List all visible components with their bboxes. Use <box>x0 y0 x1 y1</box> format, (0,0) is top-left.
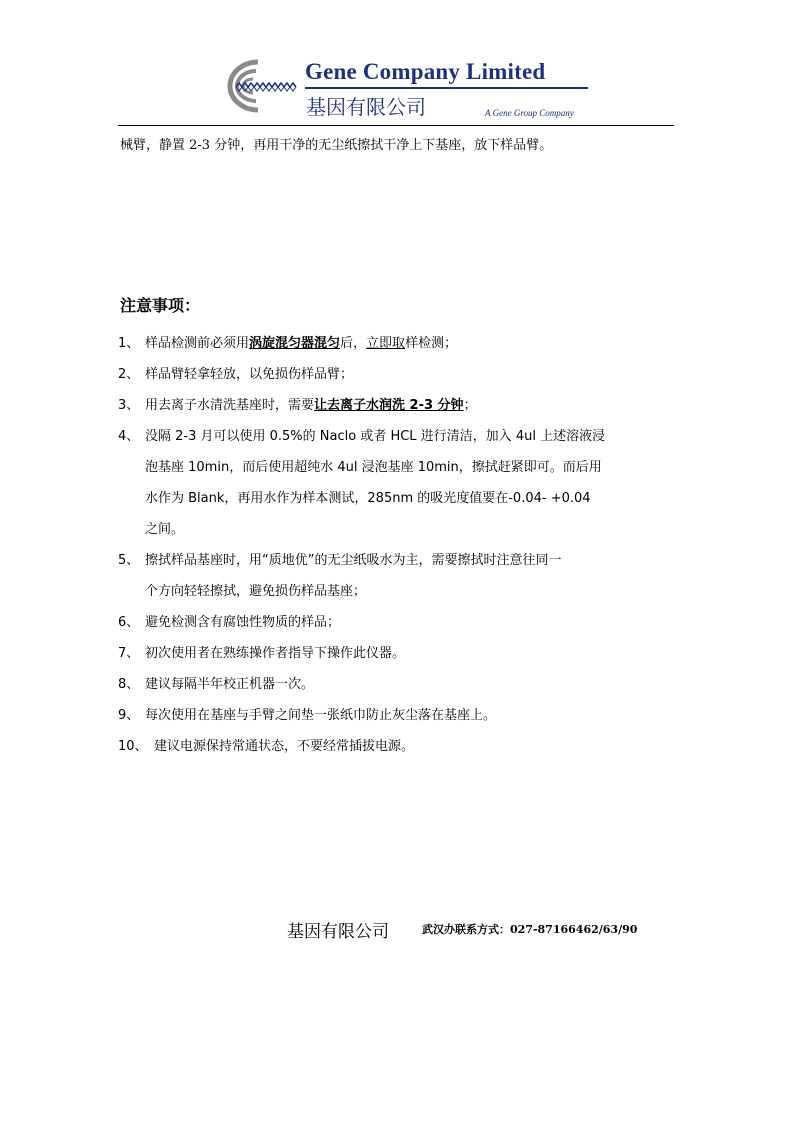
continuation-paragraph: 械臂，静置 2-3 分钟，再用干净的无尘纸擦拭干净上下基座，放下样品臂。 <box>120 138 553 153</box>
note-number: 2、 <box>118 367 140 382</box>
note-emphasis: 立即取 <box>366 336 406 351</box>
company-name-cn: 基因有限公司 <box>306 95 426 119</box>
note-number: 1、 <box>118 336 140 351</box>
notes-list <box>118 328 678 762</box>
note-number: 9、 <box>118 708 140 723</box>
note-text: 避免检测含有腐蚀性物质的样品； <box>145 615 341 630</box>
note-segment: 用去离子水清洗基座时，需要 <box>145 398 315 413</box>
note-number: 3、 <box>118 398 140 413</box>
note-item-8 <box>118 669 678 700</box>
note-text <box>118 421 678 545</box>
note-text: 建议每隔半年校正机器一次。 <box>145 677 315 692</box>
note-item-9 <box>118 700 678 731</box>
header-divider <box>118 125 674 126</box>
note-text: 初次使用者在熟练操作者指导下操作此仪器。 <box>145 646 406 661</box>
note-item-6 <box>118 607 678 638</box>
note-number: 5、 <box>118 553 140 568</box>
footer-contact-info: 武汉办联系方式：027-87166462/63/90 <box>422 923 638 936</box>
note-item-10 <box>118 731 678 762</box>
note-segment: 样品检测前必须用 <box>145 336 250 351</box>
note-segment: 后， <box>340 336 367 351</box>
notes-title: 注意事项： <box>120 296 201 315</box>
note-number: 10、 <box>118 739 148 754</box>
footer-company-name: 基因有限公司 <box>287 922 389 942</box>
note-segment: ； <box>463 398 477 413</box>
note-text: 每次使用在基座与手臂之间垫一张纸巾防止灰尘落在基座上。 <box>145 708 497 723</box>
note-item-2 <box>118 359 678 390</box>
note-line: 水作为 Blank，再用水作为样本测试，285nm 的吸光度值要在-0.04- +0.04 <box>145 491 591 506</box>
note-item-5 <box>118 545 678 607</box>
note-item-4 <box>118 421 678 545</box>
note-number: 8、 <box>118 677 140 692</box>
gene-logo-icon <box>206 56 298 116</box>
note-text <box>118 545 678 607</box>
note-text <box>118 390 678 421</box>
note-line: 泡基座 10min，而后使用超纯水 4ul 浸泡基座 10min，擦拭赶紧即可。而后用 <box>145 460 602 475</box>
note-number: 4、 <box>118 429 140 444</box>
note-number: 6、 <box>118 615 140 630</box>
note-text <box>118 328 678 359</box>
note-text: 建议电源保持常通状态，不要经常插拔电源。 <box>154 739 415 754</box>
note-emphasis: 让去离子水润洗 2-3 分钟 <box>314 398 464 413</box>
company-tagline: A Gene Group Company <box>485 108 574 118</box>
note-line: 擦拭样品基座时，用“质地优”的无尘纸吸水为主，需要擦拭时注意往同一 <box>145 553 562 568</box>
note-number: 7、 <box>118 646 140 661</box>
note-line: 没隔 2-3 月可以使用 0.5%的 Naclo 或者 HCL 进行清洁，加入 4ul 上述溶液浸 <box>145 429 606 444</box>
note-emphasis: 涡旋混匀器混匀 <box>249 336 341 351</box>
note-item-1 <box>118 328 678 359</box>
note-segment: 样检测； <box>405 336 458 351</box>
note-text: 样品臂轻拿轻放，以免损伤样品臂； <box>145 367 354 382</box>
note-item-3 <box>118 390 678 421</box>
company-name-en: Gene Company Limited <box>305 59 546 84</box>
note-item-7 <box>118 638 678 669</box>
note-line: 个方向轻轻擦拭，避免损伤样品基座； <box>145 584 367 599</box>
brand-underline <box>305 87 588 89</box>
note-line: 之间。 <box>145 522 185 537</box>
